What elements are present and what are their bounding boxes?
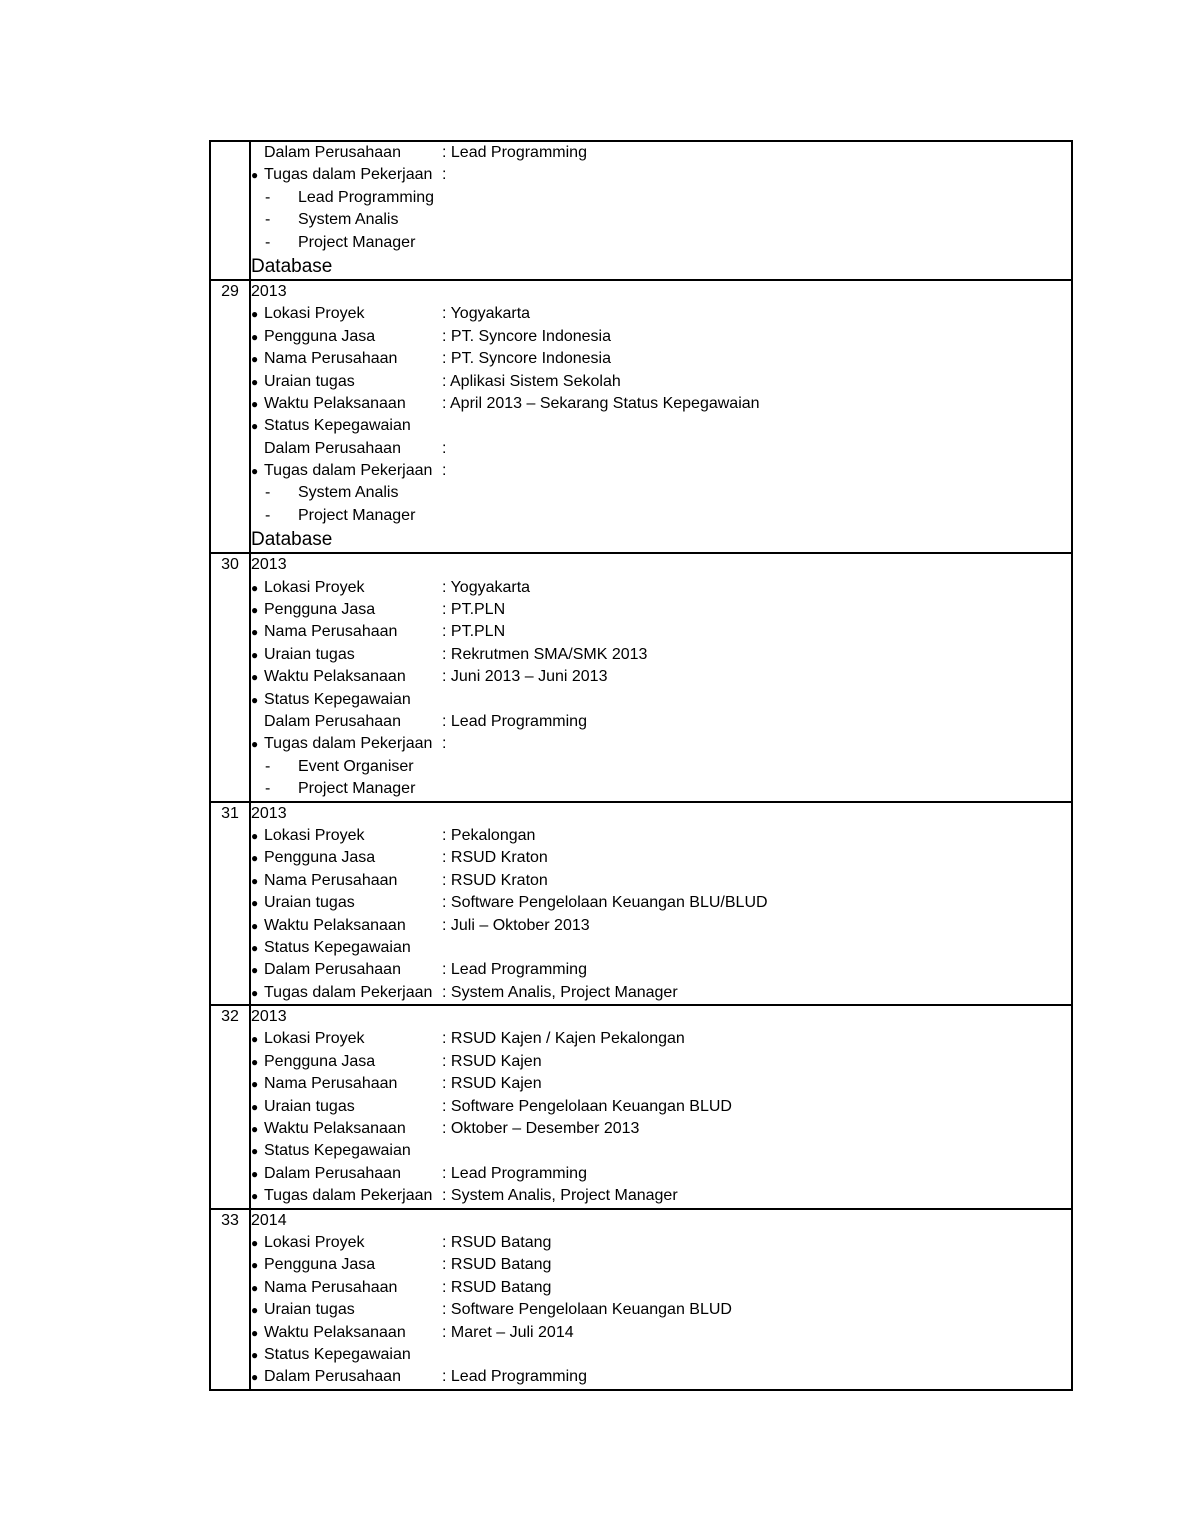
bullet-icon: ●	[251, 647, 259, 662]
detail-label: Lokasi Proyek	[264, 578, 365, 596]
task-item	[251, 209, 1071, 231]
detail-value: :	[442, 735, 447, 753]
detail-line	[251, 1232, 1071, 1254]
detail-value: : Software Pengelolaan Keuangan BLUD	[442, 1301, 732, 1319]
bullet-icon: ●	[251, 1303, 259, 1318]
task-item	[251, 756, 1071, 778]
detail-label: Nama Perusahaan	[264, 1075, 398, 1093]
detail-line	[251, 164, 1071, 186]
bullet-icon: ●	[251, 396, 259, 411]
detail-label: Pengguna Jasa	[264, 601, 376, 619]
detail-label: Dalam Perusahaan	[264, 439, 401, 457]
dash-marker: -	[265, 506, 271, 524]
dash-marker: -	[265, 211, 271, 229]
bullet-icon: ●	[251, 168, 259, 183]
detail-value: :	[442, 439, 447, 457]
detail-label: Pengguna Jasa	[264, 1052, 376, 1070]
detail-line	[251, 393, 1071, 415]
detail-value: : PT. Syncore Indonesia	[442, 327, 611, 345]
detail-line	[251, 348, 1071, 370]
detail-value: : PT.PLN	[442, 623, 506, 641]
bullet-icon: ●	[251, 1166, 259, 1181]
detail-line	[251, 326, 1071, 348]
row-number: 32	[210, 1005, 250, 1209]
detail-value: : PT.PLN	[442, 601, 506, 619]
detail-value: :	[442, 462, 447, 480]
bullet-icon: ●	[251, 352, 259, 367]
detail-line	[251, 1096, 1071, 1118]
detail-value: : RSUD Kraton	[442, 849, 548, 867]
detail-line	[251, 825, 1071, 847]
task-item	[251, 232, 1071, 254]
bullet-icon: ●	[251, 419, 259, 434]
detail-label: Nama Perusahaan	[264, 623, 398, 641]
detail-label: Tugas dalam Pekerjaan	[264, 166, 433, 184]
task-item	[251, 505, 1071, 527]
detail-line	[251, 1277, 1071, 1299]
project-row	[210, 1209, 1072, 1390]
bullet-icon: ●	[251, 918, 259, 933]
detail-value: : RSUD Batang	[442, 1233, 552, 1251]
detail-label: Uraian tugas	[264, 1097, 355, 1115]
task-item	[251, 187, 1071, 209]
project-details	[250, 802, 1072, 1006]
detail-value: : RSUD Kajen	[442, 1075, 542, 1093]
detail-value: : Lead Programming	[442, 1164, 587, 1182]
detail-line	[251, 1028, 1071, 1050]
detail-line	[251, 1140, 1071, 1162]
bullet-icon: ●	[251, 1189, 259, 1204]
detail-label: Lokasi Proyek	[264, 826, 365, 844]
project-row	[210, 553, 1072, 801]
detail-value: : Lead Programming	[442, 961, 587, 979]
detail-line	[251, 870, 1071, 892]
detail-label: Status Kepegawaian	[264, 417, 411, 435]
detail-line	[251, 1299, 1071, 1321]
detail-line	[251, 303, 1071, 325]
detail-line	[251, 892, 1071, 914]
bullet-icon: ●	[251, 828, 259, 843]
bullet-icon: ●	[251, 603, 259, 618]
bullet-icon: ●	[251, 1325, 259, 1340]
detail-value: : Pekalongan	[442, 826, 536, 844]
bullet-icon: ●	[251, 1235, 259, 1250]
bullet-icon: ●	[251, 1099, 259, 1114]
bullet-icon: ●	[251, 625, 259, 640]
detail-label: Uraian tugas	[264, 372, 355, 390]
detail-line	[251, 142, 1071, 164]
detail-line	[251, 733, 1071, 755]
project-year	[251, 281, 1071, 303]
detail-line	[251, 1118, 1071, 1140]
detail-line	[251, 982, 1071, 1004]
project-row	[210, 280, 1072, 553]
detail-line	[251, 1254, 1071, 1276]
detail-label: Waktu Pelaksanaan	[264, 916, 406, 934]
detail-line	[251, 711, 1071, 733]
dash-marker: -	[265, 780, 271, 798]
detail-label: Dalam Perusahaan	[264, 1368, 401, 1386]
detail-value: : Lead Programming	[442, 712, 587, 730]
detail-value: : PT. Syncore Indonesia	[442, 350, 611, 368]
detail-label: Lokasi Proyek	[264, 1030, 365, 1048]
bullet-icon: ●	[251, 963, 259, 978]
project-table-body	[210, 141, 1072, 1390]
detail-line	[251, 1366, 1071, 1388]
detail-label: Uraian tugas	[264, 1301, 355, 1319]
project-year	[251, 803, 1071, 825]
detail-label: Status Kepegawaian	[264, 1345, 411, 1363]
detail-label: Waktu Pelaksanaan	[264, 1120, 406, 1138]
detail-label: Uraian tugas	[264, 645, 355, 663]
project-details	[250, 280, 1072, 553]
task-label: Project Manager	[298, 780, 416, 798]
detail-value: : Juli – Oktober 2013	[442, 916, 590, 934]
detail-label: Lokasi Proyek	[264, 305, 365, 323]
bullet-icon: ●	[251, 985, 259, 1000]
detail-line	[251, 1073, 1071, 1095]
task-item	[251, 778, 1071, 800]
detail-label: Waktu Pelaksanaan	[264, 1323, 406, 1341]
year-text: 2013	[251, 1008, 287, 1026]
detail-label: Waktu Pelaksanaan	[264, 668, 406, 686]
detail-value: : Juni 2013 – Juni 2013	[442, 668, 608, 686]
project-details	[250, 553, 1072, 801]
detail-label: Dalam Perusahaan	[264, 1164, 401, 1182]
detail-label: Waktu Pelaksanaan	[264, 394, 406, 412]
dash-marker: -	[265, 233, 271, 251]
project-details	[250, 1209, 1072, 1390]
project-history-table	[209, 140, 1073, 1391]
bullet-icon: ●	[251, 737, 259, 752]
bullet-icon: ●	[251, 1280, 259, 1295]
bullet-icon: ●	[251, 1144, 259, 1159]
section-label	[251, 254, 1071, 279]
detail-label: Tugas dalam Pekerjaan	[264, 983, 433, 1001]
bullet-icon: ●	[251, 851, 259, 866]
detail-line	[251, 415, 1071, 437]
detail-label: Tugas dalam Pekerjaan	[264, 462, 433, 480]
detail-value: : Lead Programming	[442, 144, 587, 161]
bullet-icon: ●	[251, 374, 259, 389]
row-number: 31	[210, 802, 250, 1006]
detail-line	[251, 689, 1071, 711]
section-label-text: Database	[251, 529, 333, 551]
bullet-icon: ●	[251, 464, 259, 479]
detail-label: Nama Perusahaan	[264, 350, 398, 368]
detail-value: : RSUD Batang	[442, 1256, 552, 1274]
task-label: System Analis	[298, 484, 399, 502]
detail-value: : RSUD Kraton	[442, 871, 548, 889]
detail-line	[251, 666, 1071, 688]
bullet-icon: ●	[251, 873, 259, 888]
bullet-icon: ●	[251, 1122, 259, 1137]
detail-line	[251, 915, 1071, 937]
detail-label: Tugas dalam Pekerjaan	[264, 1187, 433, 1205]
dash-marker: -	[265, 484, 271, 502]
detail-line	[251, 371, 1071, 393]
bullet-icon: ●	[251, 692, 259, 707]
section-label-text: Database	[251, 255, 333, 277]
detail-value: :	[442, 166, 447, 184]
project-row	[210, 802, 1072, 1006]
project-row	[210, 141, 1072, 280]
detail-label: Nama Perusahaan	[264, 1278, 398, 1296]
detail-label: Tugas dalam Pekerjaan	[264, 735, 433, 753]
detail-label: Dalam Perusahaan	[264, 961, 401, 979]
year-text: 2013	[251, 556, 287, 574]
detail-line	[251, 1051, 1071, 1073]
detail-label: Pengguna Jasa	[264, 327, 376, 345]
detail-value: : RSUD Batang	[442, 1278, 552, 1296]
bullet-icon: ●	[251, 307, 259, 322]
detail-line	[251, 577, 1071, 599]
task-label: System Analis	[298, 211, 399, 229]
detail-value: : Maret – Juli 2014	[442, 1323, 574, 1341]
detail-value: : Aplikasi Sistem Sekolah	[442, 372, 621, 390]
section-label	[251, 527, 1071, 552]
task-item	[251, 482, 1071, 504]
bullet-icon: ●	[251, 1347, 259, 1362]
row-number: 33	[210, 1209, 250, 1390]
detail-value: : System Analis, Project Manager	[442, 983, 678, 1001]
year-text: 2013	[251, 282, 287, 300]
bullet-icon: ●	[251, 1054, 259, 1069]
bullet-icon: ●	[251, 580, 259, 595]
task-label: Event Organiser	[298, 757, 414, 775]
dash-marker: -	[265, 188, 271, 206]
detail-line	[251, 1163, 1071, 1185]
task-label: Project Manager	[298, 506, 416, 524]
detail-line	[251, 847, 1071, 869]
bullet-icon: ●	[251, 896, 259, 911]
detail-label: Status Kepegawaian	[264, 938, 411, 956]
detail-value: : Oktober – Desember 2013	[442, 1120, 640, 1138]
detail-value: : Software Pengelolaan Keuangan BLU/BLUD	[442, 894, 768, 912]
detail-label: Uraian tugas	[264, 894, 355, 912]
bullet-icon: ●	[251, 1370, 259, 1385]
detail-value: : System Analis, Project Manager	[442, 1187, 678, 1205]
detail-label: Pengguna Jasa	[264, 849, 376, 867]
task-label: Project Manager	[298, 233, 416, 251]
project-year	[251, 1210, 1071, 1232]
detail-label: Pengguna Jasa	[264, 1256, 376, 1274]
detail-value: : RSUD Kajen / Kajen Pekalongan	[442, 1030, 685, 1048]
detail-label: Status Kepegawaian	[264, 690, 411, 708]
dash-marker: -	[265, 757, 271, 775]
detail-line	[251, 1185, 1071, 1207]
detail-line	[251, 644, 1071, 666]
detail-line	[251, 1322, 1071, 1344]
bullet-icon: ●	[251, 1258, 259, 1273]
detail-label: Nama Perusahaan	[264, 871, 398, 889]
detail-label: Dalam Perusahaan	[264, 144, 401, 161]
year-text: 2014	[251, 1211, 287, 1229]
project-details	[250, 141, 1072, 280]
year-text: 2013	[251, 804, 287, 822]
detail-value: : Yogyakarta	[442, 578, 531, 596]
detail-line	[251, 937, 1071, 959]
detail-line	[251, 438, 1071, 460]
detail-value: : Lead Programming	[442, 1368, 587, 1386]
bullet-icon: ●	[251, 1077, 259, 1092]
detail-value: : Software Pengelolaan Keuangan BLUD	[442, 1097, 732, 1115]
row-number: 30	[210, 553, 250, 801]
detail-line	[251, 460, 1071, 482]
detail-value: : RSUD Kajen	[442, 1052, 542, 1070]
detail-line	[251, 1344, 1071, 1366]
detail-line	[251, 599, 1071, 621]
project-row	[210, 1005, 1072, 1209]
bullet-icon: ●	[251, 940, 259, 955]
bullet-icon: ●	[251, 670, 259, 685]
detail-label: Lokasi Proyek	[264, 1233, 365, 1251]
detail-value: : Yogyakarta	[442, 305, 531, 323]
project-year	[251, 554, 1071, 576]
row-number	[210, 141, 250, 280]
task-label: Lead Programming	[298, 188, 435, 206]
bullet-icon: ●	[251, 329, 259, 344]
project-details	[250, 1005, 1072, 1209]
detail-value: : Rekrutmen SMA/SMK 2013	[442, 645, 648, 663]
bullet-icon: ●	[251, 1032, 259, 1047]
detail-label: Dalam Perusahaan	[264, 712, 401, 730]
detail-line	[251, 959, 1071, 981]
row-number: 29	[210, 280, 250, 553]
detail-label: Status Kepegawaian	[264, 1142, 411, 1160]
detail-value: : April 2013 – Sekarang Status Kepegawaian	[442, 394, 760, 412]
detail-line	[251, 621, 1071, 643]
project-year	[251, 1006, 1071, 1028]
